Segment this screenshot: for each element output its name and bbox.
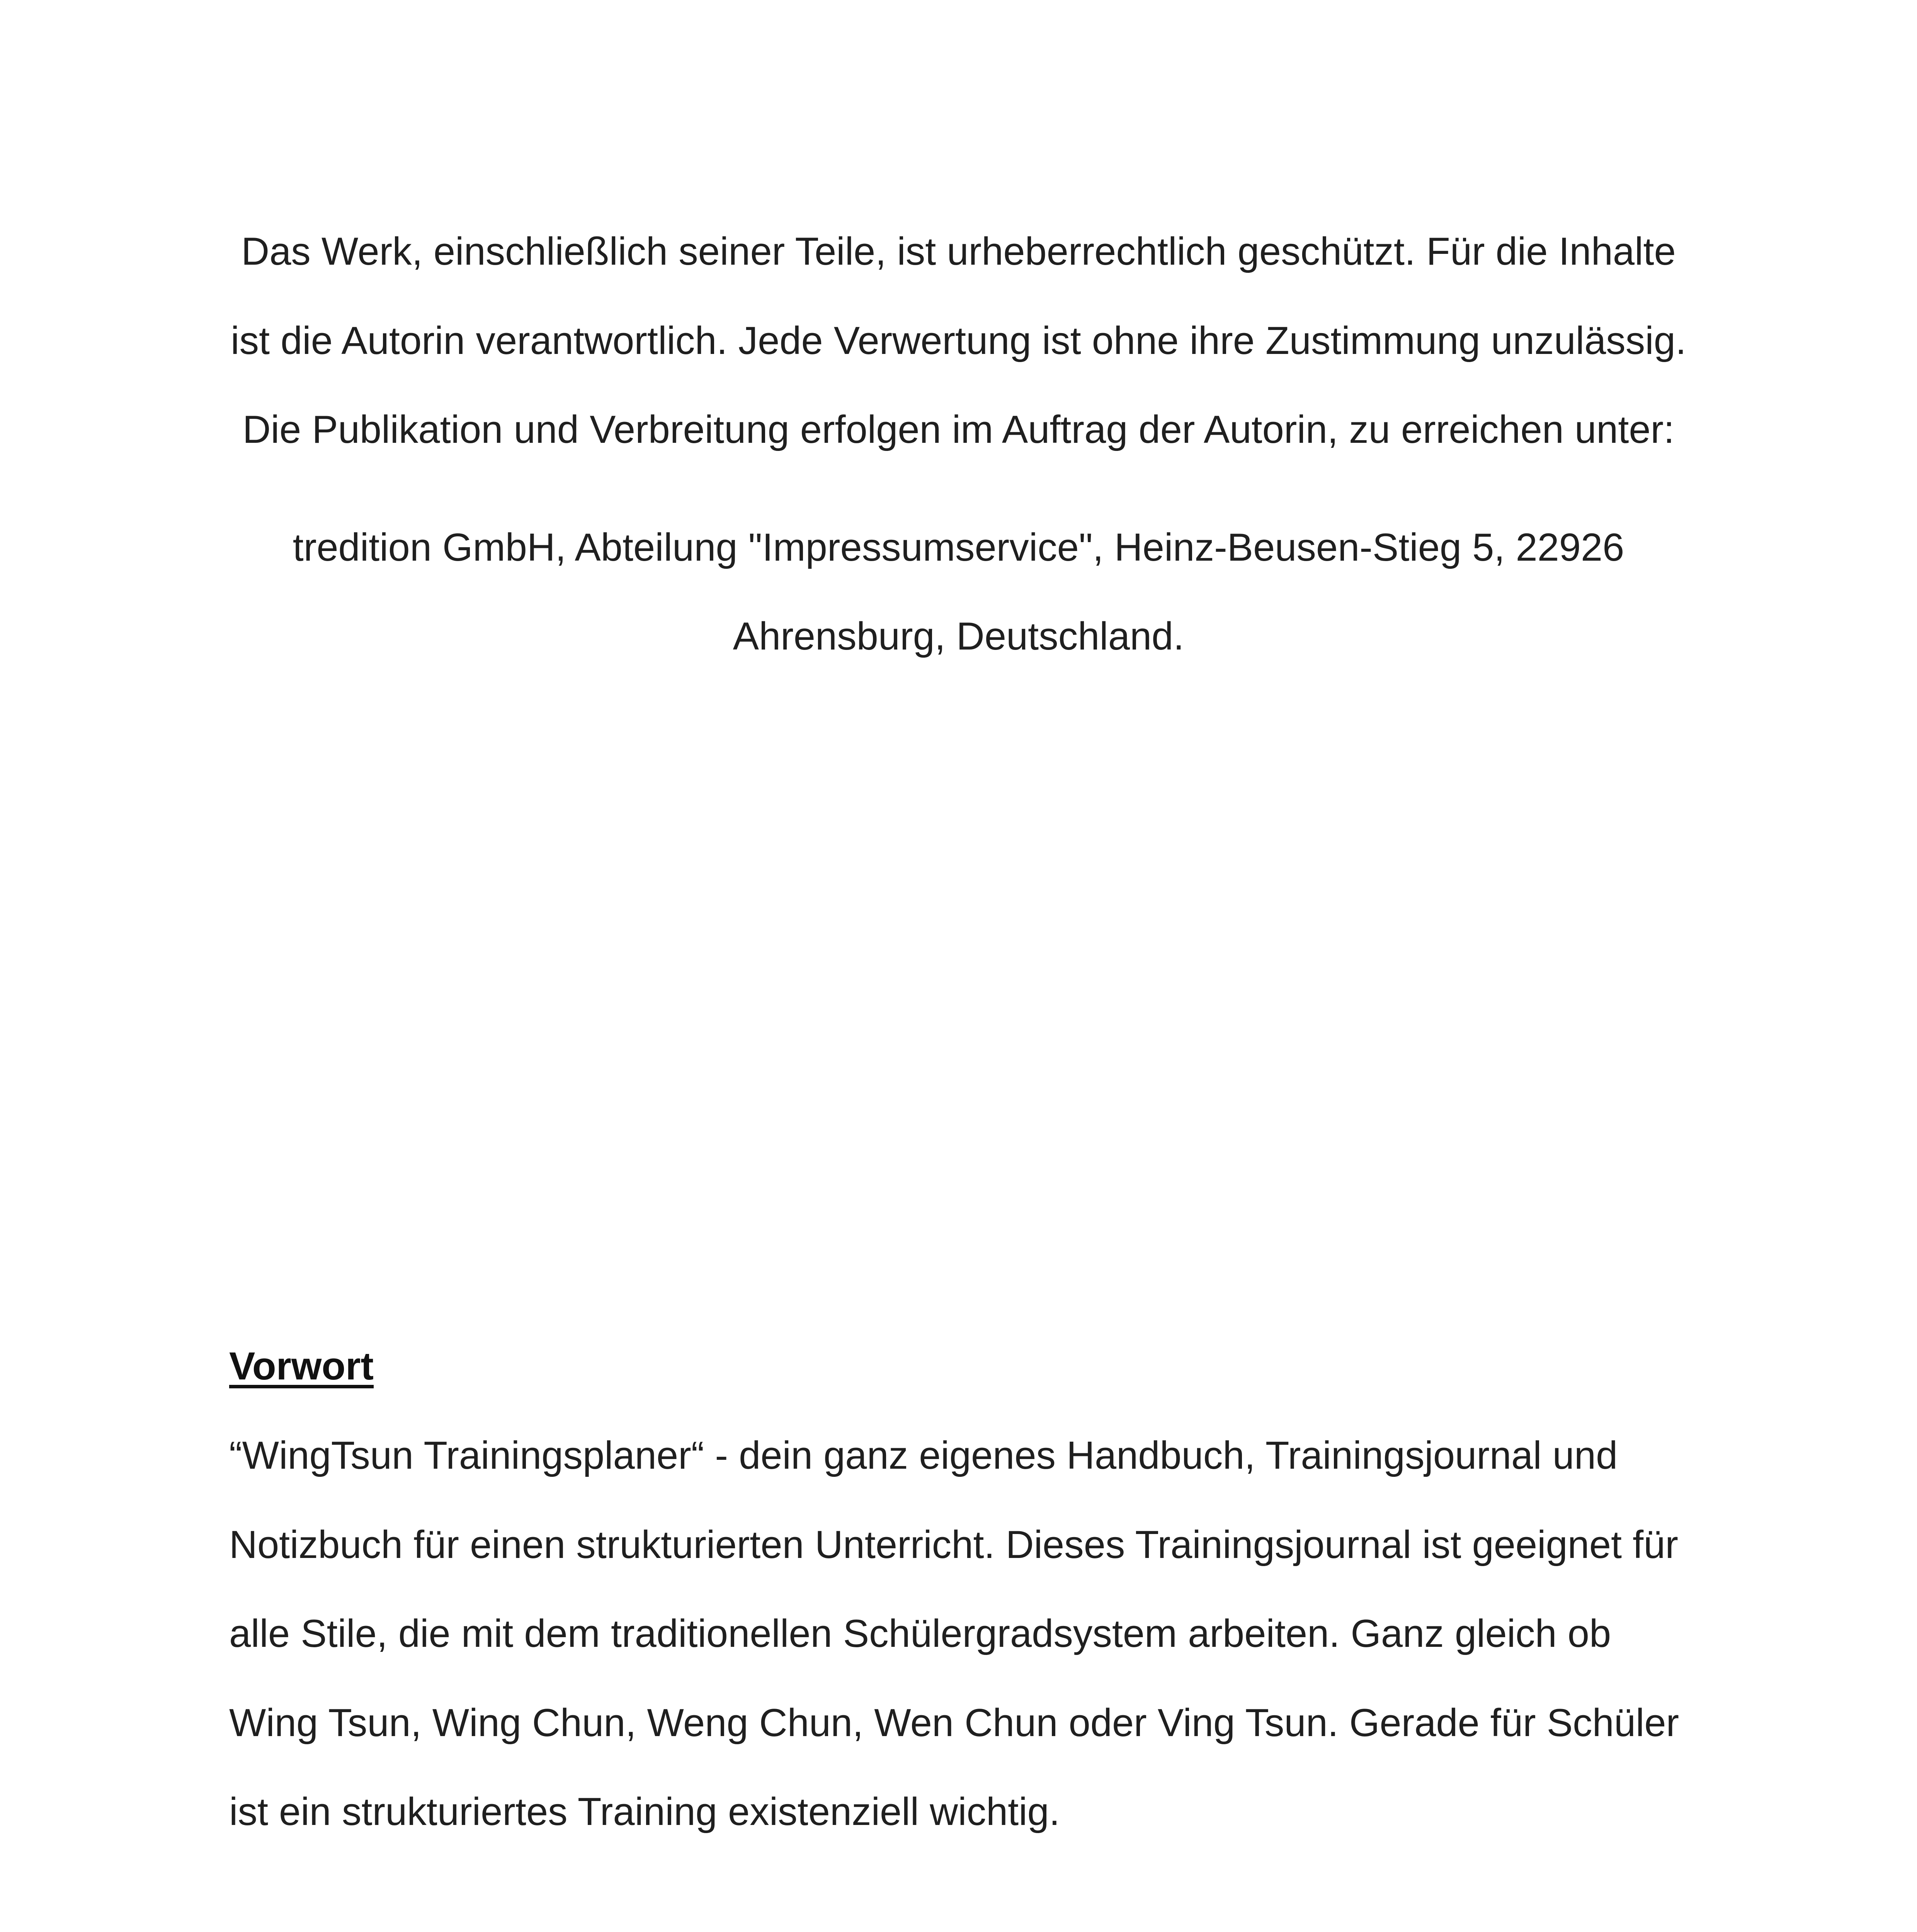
imprint-line: ist die Autorin verantwortlich. Jede Verwertung ist ohne ihre Zustimmung unzulässig. [231, 319, 1686, 362]
imprint-address-line: tredition GmbH, Abteilung "Impressumservice", Heinz-Beusen-Stieg 5, 22926 [293, 526, 1624, 569]
foreword-paragraph-line: ist ein strukturiertes Training existenziell wichtig. [229, 1790, 1060, 1833]
imprint-address-line: Ahrensburg, Deutschland. [733, 615, 1184, 658]
imprint-line: Die Publikation und Verbreitung erfolgen im Auftrag der Autorin, zu erreichen unter: [242, 408, 1675, 451]
foreword-paragraph-line: Wing Tsun, Wing Chun, Weng Chun, Wen Chun oder Ving Tsun. Gerade für Schüler [229, 1701, 1679, 1745]
foreword-paragraph-line: alle Stile, die mit dem traditionellen Schülergradsystem arbeiten. Ganz gleich ob [229, 1612, 1611, 1655]
imprint-line: Das Werk, einschließlich seiner Teile, ist urheberrechtlich geschützt. Für die Inhalte [241, 230, 1676, 273]
foreword-paragraph-line: Notizbuch für einen strukturierten Unterricht. Dieses Trainingsjournal ist geeignet für [229, 1523, 1679, 1566]
foreword-paragraph-line: “WingTsun Trainingsplaner“ - dein ganz eigenes Handbuch, Trainingsjournal und [229, 1434, 1618, 1477]
foreword-heading: Vorwort [229, 1345, 374, 1388]
